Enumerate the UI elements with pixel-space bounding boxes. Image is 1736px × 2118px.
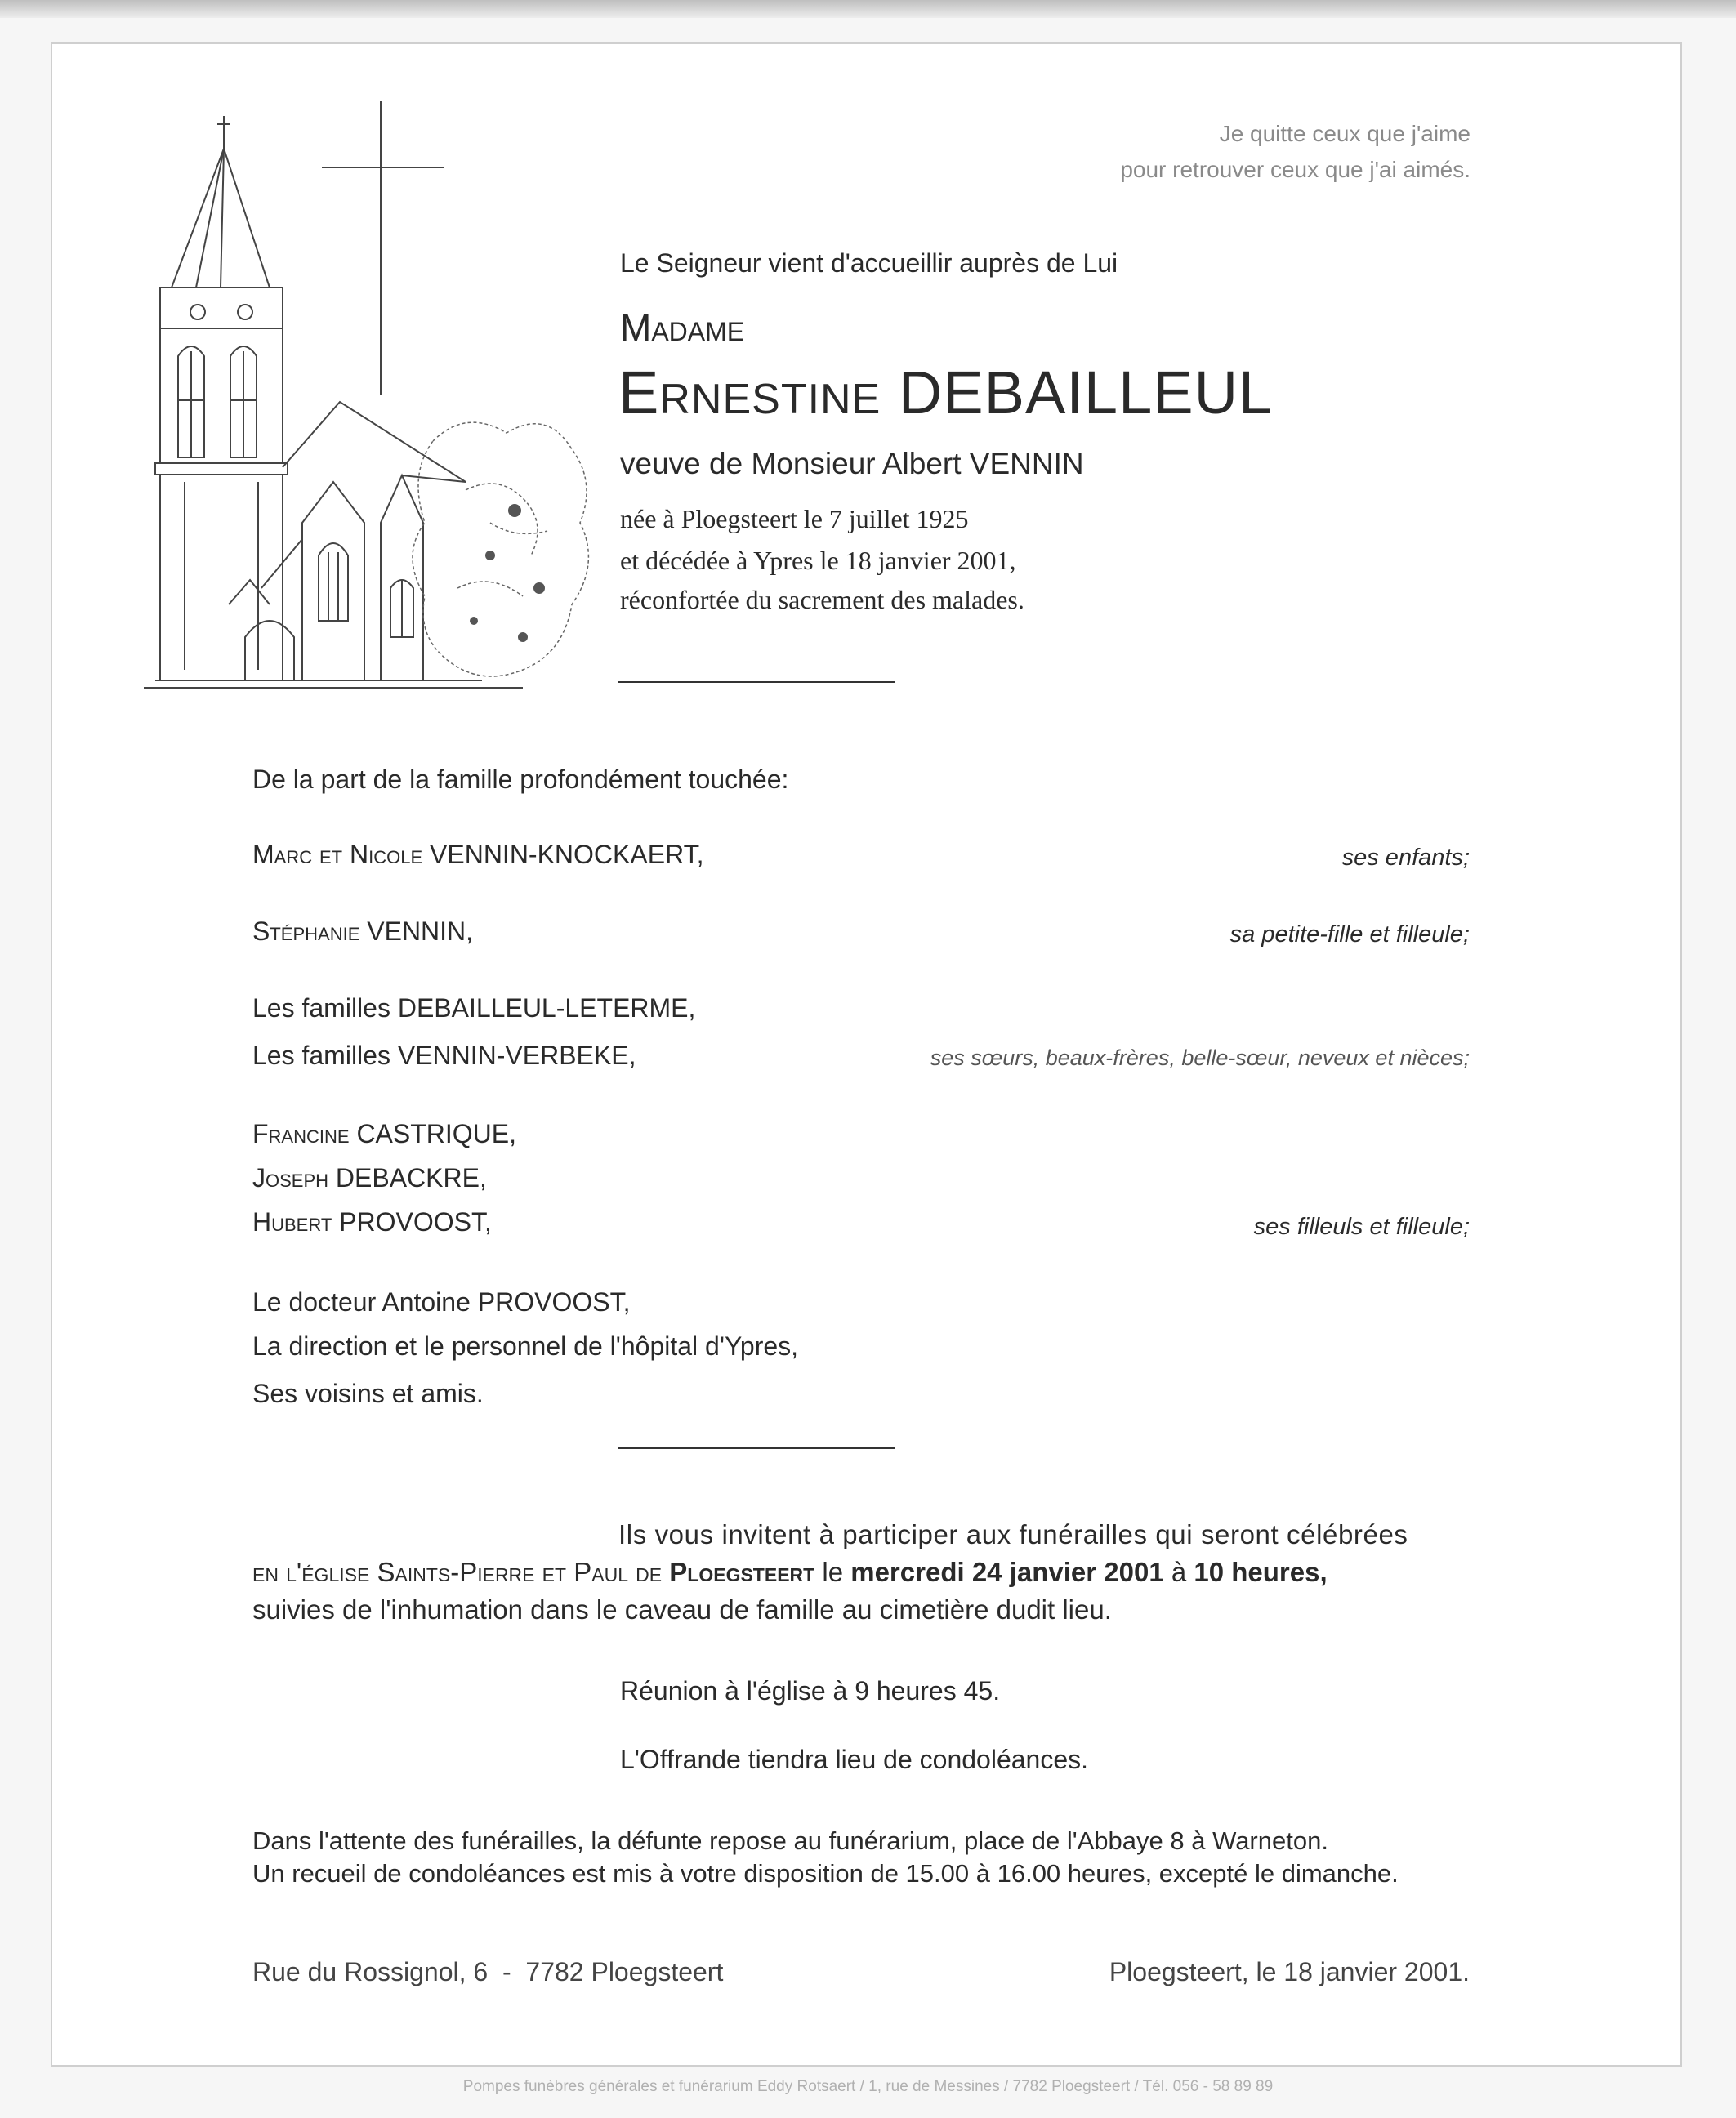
honorific: Madame	[620, 306, 745, 349]
funeral-time: 10 heures,	[1194, 1557, 1328, 1587]
family-relation-7: ses filleuls et filleule;	[1253, 1214, 1470, 1240]
divider-middle	[618, 1447, 895, 1449]
funeral-joiner-1: le	[814, 1557, 851, 1587]
family-name-5: Francine CASTRIQUE,	[252, 1119, 517, 1148]
birth-info: née à Ploegsteert le 7 juillet 1925	[620, 504, 969, 533]
funeral-date: mercredi 24 janvier 2001	[850, 1557, 1164, 1587]
funeral-line-3: suivies de l'inhumation dans le caveau de famille au cimetière dudit lieu.	[252, 1594, 1112, 1625]
wake-line-2: Un recueil de condoléances est mis à votre disposition de 15.00 à 16.00 heures, excepté le dimanche.	[252, 1859, 1399, 1888]
funeral-home-imprint: Pompes funèbres générales et funérarium Eddy Rotsaert / 1, rue de Messines / 7782 Ploegsteert / Tél. 056 - 58 89 89	[462, 2078, 1274, 2095]
motto-line-2: pour retrouver ceux que j'ai aimés.	[1120, 157, 1470, 182]
deceased-name: Ernestine DEBAILLEUL	[618, 359, 1274, 426]
widow-of: veuve de Monsieur Albert VENNIN	[620, 447, 1084, 480]
family-name-9: La direction et le personnel de l'hôpital d'Ypres,	[252, 1331, 799, 1361]
family-relation-1: ses enfants;	[1341, 845, 1470, 871]
place-and-date: Ploegsteert, le 18 janvier 2001.	[1109, 1957, 1470, 1986]
offering-info: L'Offrande tiendra lieu de condoléances.	[620, 1745, 1089, 1774]
divider-top	[618, 681, 895, 683]
motto-line-1: Je quitte ceux que j'aime	[1219, 121, 1470, 146]
family-name-2: Stéphanie VENNIN,	[252, 916, 474, 946]
family-name-7: Hubert PROVOOST,	[252, 1207, 492, 1237]
scan-shadow	[0, 0, 1736, 18]
family-name-10: Ses voisins et amis.	[252, 1379, 484, 1408]
family-name-3: Les familles DEBAILLEUL-LETERME,	[252, 993, 696, 1023]
family-relation-4: ses sœurs, beaux-frères, belle-sœur, neveux et nièces;	[930, 1046, 1470, 1070]
wake-line-1: Dans l'attente des funérailles, la défunte repose au funérarium, place de l'Abbaye 8 à Warneton.	[252, 1826, 1328, 1855]
funeral-line-1: Ils vous invitent à participer aux funérailles qui seront célébrées	[618, 1519, 1408, 1549]
funeral-place: Ploegsteert	[669, 1557, 815, 1587]
family-address: Rue du Rossignol, 6 - 7782 Ploegsteert	[252, 1957, 724, 1986]
church-illustration	[139, 98, 596, 698]
funeral-line-2	[252, 1557, 1328, 1588]
sacrament-info: réconfortée du sacrement des malades.	[620, 585, 1024, 614]
family-intro: De la part de la famille profondément touchée:	[252, 765, 789, 794]
intro-text: Le Seigneur vient d'accueillir auprès de Lui	[620, 248, 1118, 278]
family-relation-2: sa petite-fille et filleule;	[1229, 921, 1470, 948]
family-name-4: Les familles VENNIN-VERBEKE,	[252, 1041, 636, 1070]
family-name-6: Joseph DEBACKRE,	[252, 1163, 487, 1193]
meeting-info: Réunion à l'église à 9 heures 45.	[620, 1676, 1001, 1706]
church-name: en l'église Saints-Pierre et Paul de	[252, 1557, 670, 1587]
funeral-joiner-2: à	[1163, 1557, 1194, 1587]
death-info: et décédée à Ypres le 18 janvier 2001,	[620, 546, 1016, 575]
family-name-1: Marc et Nicole VENNIN-KNOCKAERT,	[252, 840, 704, 869]
family-name-8: Le docteur Antoine PROVOOST,	[252, 1287, 631, 1317]
